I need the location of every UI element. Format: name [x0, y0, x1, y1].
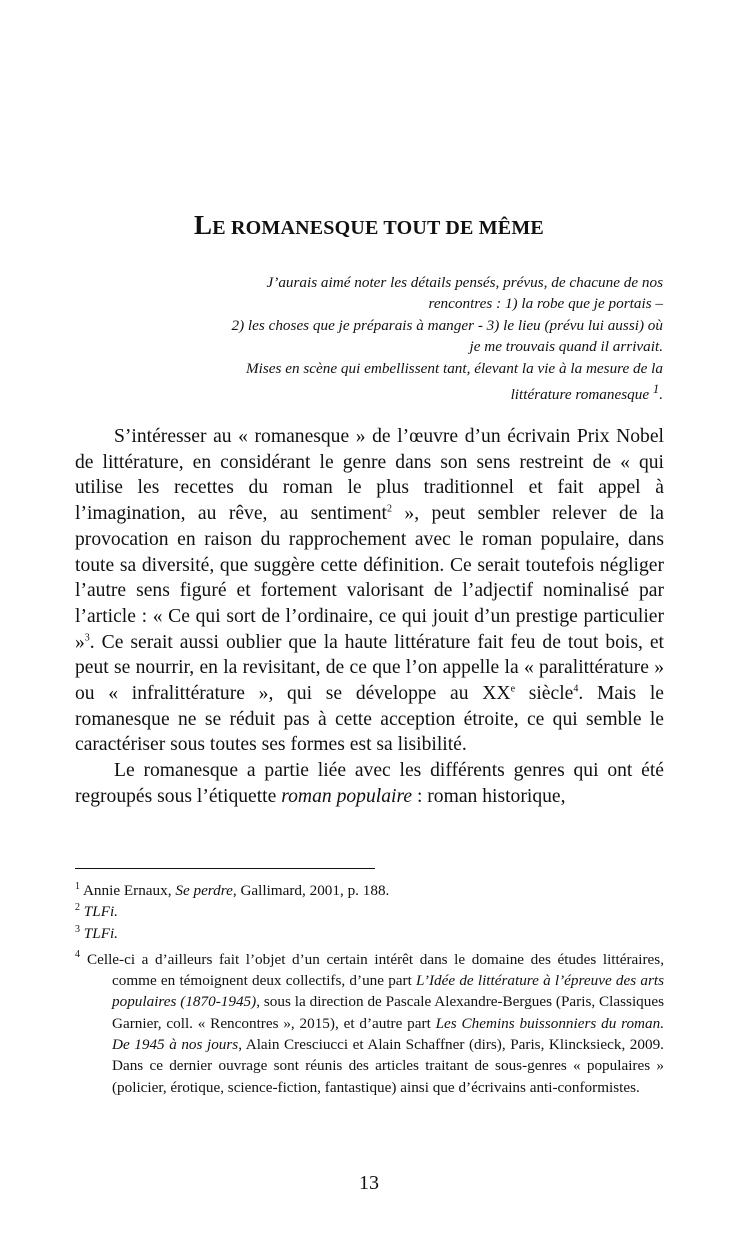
footnote-text: , sous la direction de Pascale Alexandre-Bergues (Paris, Classiques Garnier, coll. « Rencontres », 2015), et d’autre part: [112, 993, 664, 1032]
footnote-title: TLFi.: [83, 903, 118, 921]
epigraph-line: Mises en scène qui embellissent tant, élevant la vie à la mesure de la: [246, 359, 663, 377]
footnote-ref-4: 4: [573, 683, 579, 695]
footnote-4: [75, 944, 664, 1098]
footnote-text: , Alain Cresciucci et Alain Schaffner (dirs), Paris, Klincksieck, 2009. Dans ce dernier ouvrage sont réunis des articles traitant de sous-genres « populaires » (policier, érotique, science-fiction, fantastique) ainsi que d’écrivains anti-conformistes.: [112, 1036, 664, 1096]
footnote-ref-2: 2: [386, 503, 392, 515]
epigraph-line: rencontres : 1) la robe que je portais –: [428, 295, 663, 313]
text-run: siècle: [515, 683, 574, 705]
emphasis: roman populaire: [281, 785, 413, 807]
title-initial: L: [194, 210, 213, 240]
text-run: : roman historique,: [412, 785, 566, 807]
chapter-title: [0, 210, 738, 241]
epigraph-line: littérature romanesque: [510, 386, 650, 404]
epigraph: [110, 272, 663, 406]
footnote-title: TLFi.: [83, 924, 118, 942]
footnote-ref-1: 1: [652, 382, 660, 397]
text-run: . Ce serait aussi oublier que la haute littérature fait feu de tout bois, et peut se nourrir, en la revisitant, de ce que l’on appelle la « paralittérature » ou « infralittérature », qui se développe au XX: [75, 631, 664, 705]
paragraph-1: [75, 424, 664, 758]
text-run: Le romanesque a partie liée avec les différents genres qui ont été regroupés sous l’étiquette: [75, 760, 664, 807]
footnote-3: [75, 923, 664, 944]
main-text: [75, 424, 664, 810]
footnote-number: 1: [75, 880, 80, 892]
footnote-2: [75, 901, 664, 922]
footnote-title: Se perdre: [175, 882, 233, 899]
page-number: 13: [359, 1172, 379, 1194]
epigraph-line: 2) les choses que je préparais à manger - 3) le lieu (prévu lui aussi) où: [231, 316, 663, 334]
footnote-text: , Gallimard, 2001, p. 188.: [232, 882, 390, 899]
footnote-ref-3: 3: [84, 632, 90, 644]
century-superscript: e: [510, 683, 516, 695]
epigraph-end: .: [659, 386, 663, 404]
title-rest: E ROMANESQUE TOUT DE MÊME: [212, 217, 544, 239]
footnote-text: Annie Ernaux,: [82, 882, 176, 899]
footnote-number: 3: [75, 923, 80, 935]
footnotes: [75, 880, 664, 1098]
epigraph-line: J’aurais aimé noter les détails pensés, prévus, de chacune de nos: [266, 274, 663, 291]
paragraph-2: [75, 758, 664, 809]
text-run: », peut sembler relever de la provocation en raison du rapprochement avec le roman populaire, dans toute sa diversité, que suggère cette définition. Ce serait toutefois négliger l’autre sens figuré et fortement valorisant de l’adjectif nominalisé par l’article : « Ce qui sort de l’ordinaire, ce qui jouit d’un prestige particulier »: [75, 503, 665, 653]
footnote-title: Les Chemins buissonniers du roman. De 1945 à nos jours: [112, 1014, 665, 1054]
footnote-separator: [75, 868, 375, 869]
text-run: . Mais le romanesque ne se réduit pas à cette acception étroite, ce qui semble le caractériser sous toutes ses formes est sa lisibilité.: [75, 683, 664, 756]
footnote-text: Celle-ci a d’ailleurs fait l’objet d’un certain intérêt dans le domaine des études littéraires, comme en témoignent deux collectifs, d’une part: [87, 950, 664, 990]
footnote-title: L’Idée de littérature à l’épreuve des arts populaires (1870-1945): [112, 972, 664, 1011]
epigraph-last-line: [110, 379, 663, 405]
footnote-number: 4: [75, 948, 80, 960]
footnote-1: [75, 880, 664, 901]
footnote-number: 2: [75, 902, 80, 914]
epigraph-line: je me trouvais quand il arrivait.: [469, 338, 663, 356]
text-run: S’intéresser au « romanesque » de l’œuvre d’un écrivain Prix Nobel de littérature, en considérant le genre dans son sens restreint de « qui utilise les recettes du roman le plus traditionnel et fait appel à l’imagination, au rêve, au sentiment: [75, 426, 664, 525]
